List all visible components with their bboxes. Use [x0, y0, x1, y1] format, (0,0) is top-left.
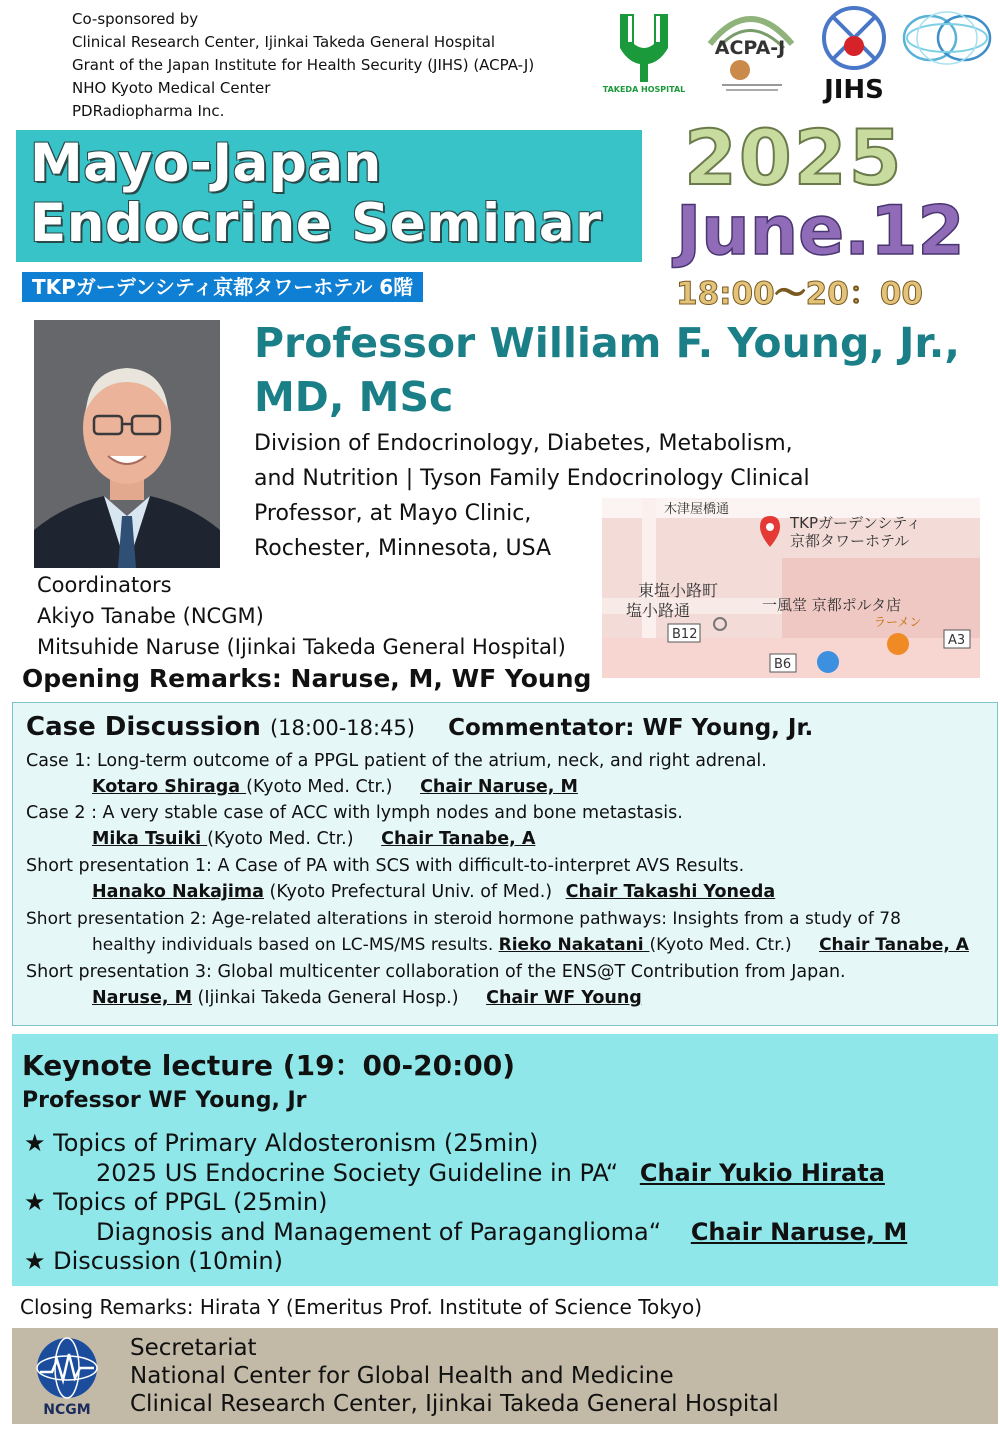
keynote-speaker: Professor WF Young, Jr: [22, 1088, 307, 1113]
keynote-subtopic: [96, 1217, 907, 1247]
coordinators: [37, 570, 566, 663]
closing-label: Closing Remarks: Hirata Y: [20, 1295, 280, 1319]
event-time: 18:00～20：00: [676, 276, 923, 312]
map-exit-b6: B6: [774, 657, 792, 672]
keynote-topic-text: Topics of PPGL (25min): [53, 1188, 328, 1216]
case-time: (18:00-18:45): [269, 716, 415, 740]
affiliation-line: Professor, at Mayo Clinic,: [254, 501, 532, 526]
takeda-logo-text: TAKEDA HOSPITAL: [602, 85, 686, 94]
ncgm-logo: [30, 1334, 104, 1420]
map-area-2: 塩小路通: [626, 601, 691, 620]
case-discussion-heading: [26, 712, 813, 742]
keynote-topic: [24, 1246, 283, 1276]
event-date: June.12: [676, 192, 965, 271]
case-item-presenter-line: [92, 826, 535, 852]
map-shop: 一風堂 京都ポルタ店: [762, 596, 902, 614]
case-item-presenter-line: [92, 932, 969, 958]
sponsor-line: Clinical Research Center, Ijinkai Takeda General Hospital: [72, 33, 496, 51]
jihs-logo: [812, 4, 896, 104]
event-year: 2025: [684, 113, 904, 202]
secretariat-line: Clinical Research Center, Ijinkai Takeda General Hospital: [130, 1391, 779, 1417]
closing-detail: (Emeritus Prof. Institute of Science Tokyo): [279, 1295, 702, 1319]
ncgm-logo-text: NCGM: [43, 1402, 91, 1418]
sponsor-line: Grant of the Japan Institute for Health Security (JIHS) (ACPA-J): [72, 56, 535, 74]
case-item-presenter-line: [92, 985, 642, 1011]
keynote-title: Keynote lecture (19：00-20:00): [22, 1049, 516, 1082]
keynote-topic-text: Topics of Primary Aldosteronism (25min): [53, 1129, 539, 1157]
star-icon: ★: [24, 1247, 46, 1275]
chair-name: Chair Naruse, M: [420, 777, 578, 797]
opening-remarks: Opening Remarks: Naruse, M, WF Young: [22, 664, 592, 693]
chair-name: Chair Takashi Yoneda: [565, 882, 776, 902]
presenter-affil: (Kyoto Prefectural Univ. of Med.): [263, 882, 553, 902]
speaker-name-line-1: Professor William F. Young, Jr.,: [254, 319, 960, 367]
case-item-label: Short presentation 3: Global multicenter collaboration of the ENS@T Contribution from Japan.: [26, 962, 846, 982]
keynote-subtopic: [96, 1158, 885, 1188]
affiliation-line: Division of Endocrinology, Diabetes, Metabolism,: [254, 431, 793, 456]
acpa-logo-text: ACPA-J: [714, 37, 786, 59]
secretariat-text: [130, 1334, 779, 1418]
keynote-topic: [24, 1128, 538, 1158]
sponsor-line: NHO Kyoto Medical Center: [72, 79, 271, 97]
coordinator-name: Mitsuhide Naruse (Ijinkai Takeda General Hospital): [37, 635, 566, 659]
presenter-affil: (Ijinkai Takeda General Hosp.): [191, 988, 459, 1008]
speaker-photo: [34, 320, 220, 568]
case-item-presenter-line: [92, 879, 775, 905]
keynote-topic-text: Discussion (10min): [53, 1247, 283, 1275]
map-pin-label-2: 京都タワーホテル: [790, 532, 910, 550]
presenter-name: Kotaro Shiraga: [92, 777, 247, 797]
keynote-subtopic-text: Diagnosis and Management of Paraganglioma“: [96, 1218, 662, 1246]
map-pin-label-1: TKPガーデンシティ: [790, 514, 922, 532]
star-icon: ★: [24, 1188, 46, 1216]
map-exit-b12: B12: [672, 627, 698, 642]
case-item-label: Case 1: Long-term outcome of a PPGL patient of the atrium, neck, and right adrenal.: [26, 751, 767, 771]
coordinators-heading: Coordinators: [37, 573, 172, 597]
sponsor-line: PDRadiopharma Inc.: [72, 102, 225, 120]
takeda-hospital-logo: [598, 6, 690, 98]
chair-name: Chair Yukio Hirata: [639, 1159, 885, 1187]
speaker-name: [254, 316, 974, 424]
case-item-label: Short presentation 2: Age-related alterations in steroid hormone pathways: Insights from a study of 78: [26, 909, 901, 929]
secretariat-line: National Center for Global Health and Medicine: [130, 1363, 674, 1389]
case-item-label-cont: healthy individuals based on LC-MS/MS results.: [92, 935, 494, 955]
affiliation-line: Rochester, Minnesota, USA: [254, 536, 552, 561]
venue-map[interactable]: [602, 498, 980, 678]
sponsor-list: [72, 8, 534, 123]
case-item-label: Case 2 : A very stable case of ACC with lymph nodes and bone metastasis.: [26, 803, 683, 823]
presenter-name: Mika Tsuiki: [92, 829, 208, 849]
presenter-affil: (Kyoto Med. Ctr.): [649, 935, 792, 955]
case-commentator: Commentator: WF Young, Jr.: [448, 715, 814, 741]
venue-label: TKPガーデンシティ京都タワーホテル 6階: [22, 272, 423, 302]
keynote-subtopic-text: 2025 US Endocrine Society Guideline in PA“: [96, 1159, 619, 1187]
seminar-title: [30, 134, 602, 254]
title-line-1: Mayo-Japan: [30, 133, 382, 194]
acpa-j-logo: [700, 4, 800, 100]
map-area-1: 東塩小路町: [638, 581, 719, 600]
chair-name: Chair Tanabe, A: [819, 935, 969, 955]
presenter-name: Rieko Nakatani: [498, 935, 650, 955]
case-item-label: Short presentation 1: A Case of PA with SCS with difficult-to-interpret AVS Results.: [26, 856, 745, 876]
presenter-name: Hanako Nakajima: [92, 882, 264, 902]
presenter-affil: (Kyoto Med. Ctr.): [207, 829, 354, 849]
sponsor-heading: Co-sponsored by: [72, 10, 199, 28]
speaker-name-line-2: MD, MSc: [254, 373, 454, 421]
presenter-affil: (Kyoto Med. Ctr.): [246, 777, 393, 797]
chair-name: Chair Naruse, M: [690, 1218, 908, 1246]
case-title: Case Discussion: [26, 712, 261, 742]
secretariat-heading: Secretariat: [130, 1335, 257, 1361]
map-exit-a3: A3: [948, 633, 966, 648]
jihs-logo-text: JIHS: [824, 75, 884, 104]
map-shop-sub: ラーメン: [874, 615, 922, 629]
presenter-name: Naruse, M: [92, 988, 192, 1008]
ring-logo: [900, 8, 994, 68]
map-street-top: 木津屋橋通: [664, 502, 730, 517]
star-icon: ★: [24, 1129, 46, 1157]
closing-remarks: [20, 1292, 702, 1320]
title-line-2: Endocrine Seminar: [30, 193, 602, 254]
keynote-topic: [24, 1187, 327, 1217]
chair-name: Chair Tanabe, A: [381, 829, 536, 849]
affiliation-line: and Nutrition | Tyson Family Endocrinology Clinical: [254, 466, 810, 491]
chair-name: Chair WF Young: [486, 988, 642, 1008]
case-item-presenter-line: [92, 774, 578, 800]
coordinator-name: Akiyo Tanabe (NCGM): [37, 604, 264, 628]
